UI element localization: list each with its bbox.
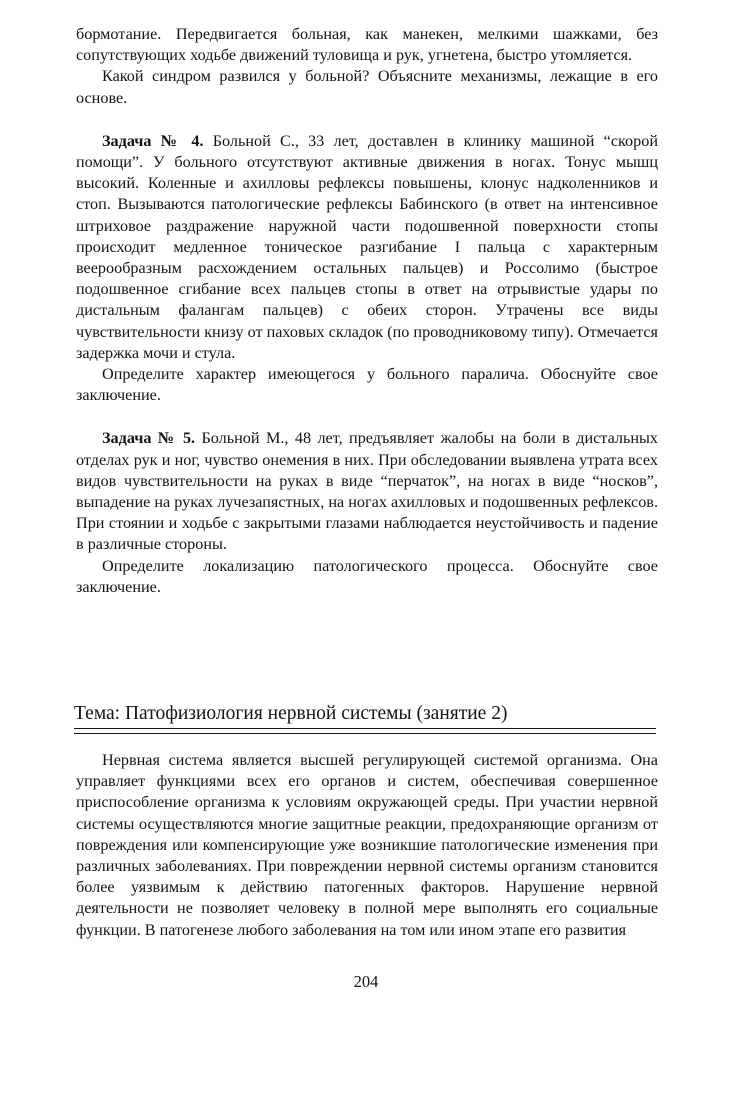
task-5-paragraph — [76, 428, 658, 555]
section-body — [76, 750, 658, 941]
spacer — [76, 406, 658, 428]
task-5-text: Больной М., 48 лет, предъявляет жалобы на боли в дистальных отделах рук и ног, чувство онемения в них. При обследовании выявлена утрата всех видов чувствительности на руках в виде “перчаток”, на ногах в виде “носков”, выпадение на руках лучезапястных, на ногах ахилловых и подошвенных рефлексов. При стоянии и ходьбе с закрытыми глазами наблюдается неустойчивость и падение в различные стороны. — [76, 429, 658, 554]
continuation-paragraph: бормотание. Передвигается больная, как манекен, мелкими шажками, без сопутствующих ходьбе движений туловища и рук, угнетена, быстро утомляется. — [76, 25, 658, 65]
page-number: 204 — [353, 972, 379, 991]
syndrome-question: Какой синдром развился у больной? Объясните механизмы, лежащие в его основе. — [76, 67, 658, 107]
task-4-text: Больной С., 33 лет, доставлен в клинику машиной “скорой помощи”. У больного отсутствуют активные движения в ногах. Тонус мышц высокий. Коленные и ахилловы рефлексы повышены, клонус надколенников и стоп. Вызываются патологические рефлексы Бабинского (в ответ на интенсивное штриховое раздражение наружной части подошвенной поверхности стопы происходит медленное тоническое разгибание I пальца с характерным веерообразным расхождением остальных пальцев) и Россолимо (быстрое подошвенное сгибание всех пальцев стопы в ответ на отрывистые удары по дистальным фалангам пальцев) с обеих сторон. Утрачены все виды чувствительности книзу от паховых складок (по проводниковому типу). Отмечается задержка мочи и стула. — [76, 131, 658, 362]
task-4-label: Задача № 4. — [102, 131, 204, 150]
task-5-question: Определите локализацию патологического процесса. Обоснуйте свое заключение. — [76, 556, 658, 596]
task-4-question: Определите характер имеющегося у больного паралича. Обоснуйте свое заключение. — [76, 365, 658, 405]
spacer — [76, 109, 658, 131]
tasks-block — [76, 24, 658, 598]
heading-rule — [74, 733, 656, 734]
task-4-paragraph — [76, 131, 658, 364]
section-heading: Тема: Патофизиология нервной системы (занятие 2) — [74, 702, 656, 729]
task-5-label: Задача № 5. — [102, 429, 196, 448]
section-header — [74, 702, 656, 734]
section-body-paragraph: Нервная система является высшей регулирующей системой организма. Она управляет функциями всех его органов и систем, обеспечивая совершенное приспособление организма к условиям окружающей среды. При участии нервной системы осуществляются многие защитные реакции, предохраняющие организм от повреждения или компенсирующие уже возникшие патологические изменения при различных заболеваниях. При повреждении нервной системы организм становится более уязвимым к действию патогенных факторов. Нарушение нервной деятельности не позволяет человеку в полной мере выполнять его социальные функции. В патогенезе любого заболевания на том или ином этапе его развития — [76, 751, 658, 939]
